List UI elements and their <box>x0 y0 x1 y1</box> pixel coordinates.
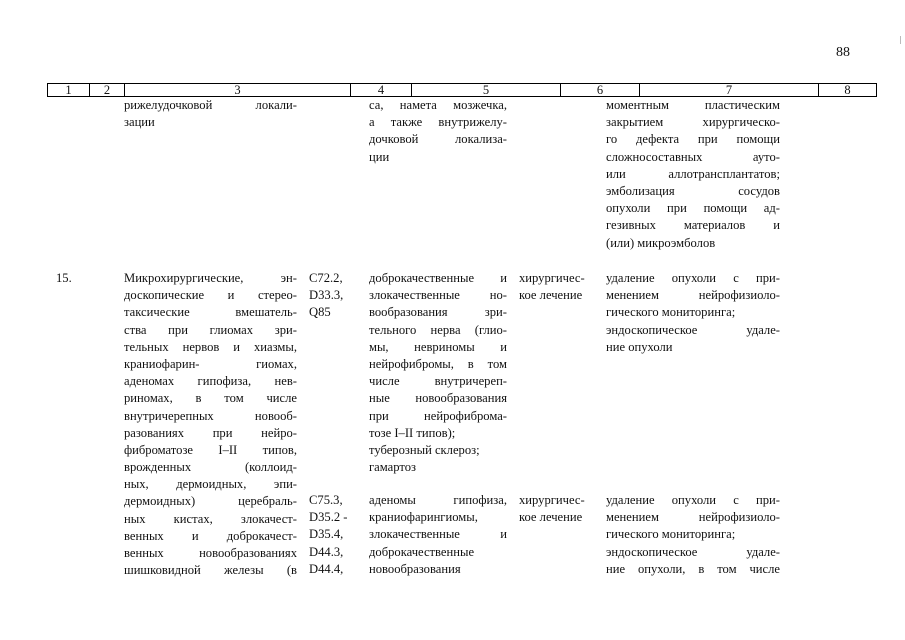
header-col-7: 7 <box>640 84 819 96</box>
text-line: вообразования зри- <box>369 305 507 320</box>
row15a-method <box>606 270 780 356</box>
diagnosis-code: D44.3, <box>309 544 344 559</box>
text-line: дермоидных) церебраль- <box>124 494 297 509</box>
diagnosis-code: D44.4, <box>309 561 344 576</box>
text-line: аденомах гипофиза, нев- <box>124 374 297 389</box>
text-line: эмболизация сосудов <box>606 183 780 198</box>
text-line: злокачественные но- <box>369 288 507 303</box>
row15b-method <box>606 492 780 578</box>
text-line: менением нейрофизиоло- <box>606 510 780 525</box>
table-header-row <box>47 83 877 97</box>
diagnosis-code: C72.2, <box>309 271 343 285</box>
row15a-codes <box>309 270 343 322</box>
text-line: ных, дермоидных, эпи- <box>124 477 297 492</box>
text-line: разованиях при нейро- <box>124 425 297 440</box>
header-col-1: 1 <box>48 84 90 96</box>
text-line: гезивных материалов и <box>606 218 780 233</box>
text-line: рижелудочковой локали- <box>124 98 297 112</box>
text-line: аденомы гипофиза, <box>369 493 507 507</box>
text-line: моментным пластическим <box>606 98 780 112</box>
text-line: венных и доброкачест- <box>124 528 297 543</box>
text-line: закрытием хирургическо- <box>606 115 780 130</box>
text-line: числе внутричереп- <box>369 374 507 389</box>
text-line: гического мониторинга; <box>606 305 736 320</box>
edge-mark <box>900 36 901 44</box>
text-line: мы, невриномы и <box>369 339 507 354</box>
text-line: риномах, в том числе <box>124 391 297 406</box>
text-line: гамартоз <box>369 460 416 475</box>
text-line: фиброматозе I–II типов, <box>124 442 297 457</box>
text-line: краниофарингиомы, <box>369 510 478 525</box>
text-line: нейрофибромы, в том <box>369 356 507 371</box>
header-col-2: 2 <box>90 84 125 96</box>
header-col-4: 4 <box>351 84 412 96</box>
text-line: краниофарин- гиомах, <box>124 356 297 371</box>
diagnosis-code: Q85 <box>309 305 331 320</box>
text-line: венных новообразованиях <box>124 546 297 560</box>
row15-col3-text <box>124 270 297 579</box>
text-line: менением нейрофизиоло- <box>606 288 780 303</box>
text-line: доскопические и стерео- <box>124 288 297 303</box>
diagnosis-code: C75.3, <box>309 493 343 507</box>
text-line: зации <box>124 115 155 130</box>
row-number: 15. <box>56 271 72 285</box>
header-col-8: 8 <box>844 83 851 97</box>
text-line: сложносоставных ауто- <box>606 149 780 164</box>
text-line: внутричерепных новооб- <box>124 408 297 423</box>
header-col-3: 3 <box>125 84 351 96</box>
header-col-6: 6 <box>561 84 640 96</box>
row15b-codes <box>309 492 347 578</box>
text-line: го дефекта при помощи <box>606 132 780 147</box>
text-line: новообразования <box>369 561 461 576</box>
text-line: опухоли при помощи ад- <box>606 201 780 216</box>
row15a-treatment-type <box>519 270 585 304</box>
text-line: доброкачественные и <box>369 271 507 285</box>
row15a-model <box>369 270 507 476</box>
header-col-5: 5 <box>412 84 561 96</box>
text-line: гического мониторинга; <box>606 527 736 542</box>
row15b-treatment-type <box>519 492 585 526</box>
text-line: ные новообразования <box>369 391 507 406</box>
text-line: эндоскопическое удале- <box>606 544 780 559</box>
page-number: 88 <box>836 45 850 60</box>
text-line: врожденных (коллоид- <box>124 460 297 475</box>
text-line: доброкачественные <box>369 544 475 559</box>
text-line: эндоскопическое удале- <box>606 322 780 337</box>
text-line: или аллотрансплантатов; <box>606 166 780 181</box>
text-line: ных кистах, злокачест- <box>124 511 297 526</box>
text-line: при нейрофиброма- <box>369 408 507 423</box>
cont-col5-text <box>369 97 507 166</box>
text-line: Микрохирургические, эн- <box>124 271 297 285</box>
text-line: кое лечение <box>519 510 583 525</box>
text-line: туберозный склероз; <box>369 442 480 457</box>
text-line: тельного нерва (глио- <box>369 322 507 337</box>
text-line: а также внутрижелу- <box>369 115 507 130</box>
text-line: злокачественные и <box>369 527 507 542</box>
text-line: дочковой локализа- <box>369 132 507 147</box>
row15b-model <box>369 492 507 578</box>
cont-col7-text <box>606 97 780 252</box>
text-line: шишковидной железы (в <box>124 563 297 578</box>
text-line: удаление опухоли с при- <box>606 271 780 285</box>
text-line: хирургичес- <box>519 493 585 507</box>
text-line: тозе I–II типов); <box>369 425 456 440</box>
text-line: тельных нервов и хиазмы, <box>124 339 297 354</box>
text-line: ции <box>369 149 390 164</box>
cont-col3-text <box>124 97 297 131</box>
text-line: ние опухоли <box>606 339 673 354</box>
diagnosis-code: D35.2 - <box>309 510 348 525</box>
text-line: са, намета мозжечка, <box>369 98 507 112</box>
text-line: удаление опухоли с при- <box>606 493 780 507</box>
text-line: кое лечение <box>519 288 583 303</box>
text-line: таксические вмешатель- <box>124 305 297 320</box>
diagnosis-code: D33.3, <box>309 288 344 303</box>
text-line: ние опухоли, в том числе <box>606 561 780 576</box>
text-line: (или) микроэмболов <box>606 235 716 250</box>
text-line: хирургичес- <box>519 271 585 285</box>
text-line: ства при глиомах зри- <box>124 322 297 337</box>
diagnosis-code: D35.4, <box>309 527 344 542</box>
